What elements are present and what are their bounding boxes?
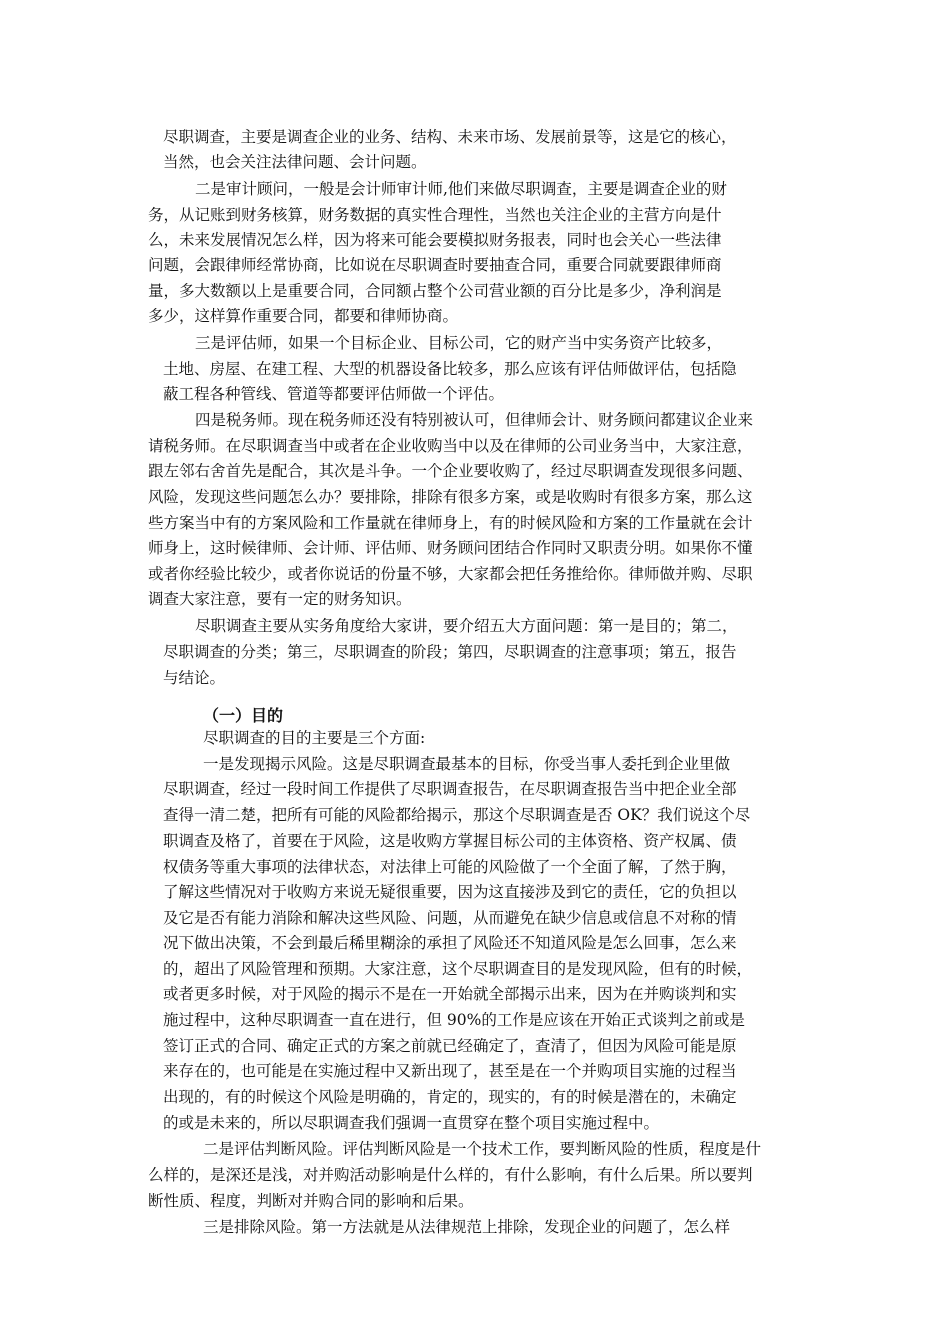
- text-line: 调查大家注意，要有一定的财务知识。: [148, 590, 412, 608]
- text-line: 风险，发现这些问题怎么办？要排除，排除有很多方案，或是收购时有很多方案，那么这: [148, 488, 753, 506]
- text-line: 尽职调查的目的主要是三个方面:: [203, 729, 426, 747]
- text-line: 二是评估判断风险。评估判断风险是一个技术工作，要判断风险的性质，程度是什: [203, 1140, 762, 1158]
- text-line: 当然，也会关注法律问题、会计问题。: [163, 153, 427, 171]
- text-line: 尽职调查，主要是调查企业的业务、结构、未来市场、发展前景等，这是它的核心，: [163, 128, 737, 146]
- text-line: 多少，这样算作重要合同，都要和律师协商。: [148, 307, 459, 325]
- text-line: 务，从记账到财务核算，财务数据的真实性合理性，当然也关注企业的主营方向是什: [148, 206, 722, 224]
- text-line: 及它是否有能力消除和解决这些风险、问题，从而避免在缺少信息或信息不对称的情: [163, 909, 737, 927]
- text-line: 权债务等重大事项的法律状态，对法律上可能的风险做了一个全面了解，了然于胸，: [163, 858, 737, 876]
- text-line: 职调查及格了，首要在于风险，这是收购方掌握目标公司的主体资格、资产权属、债: [163, 832, 737, 850]
- text-line: 了解这些情况对于收购方来说无疑很重要，因为这直接涉及到它的责任，它的负担以: [163, 883, 737, 901]
- text-line: 些方案当中有的方案风险和工作量就在律师身上，有的时候风险和方案的工作量就在会计: [148, 514, 753, 532]
- text-line: 一是发现揭示风险。这是尽职调查最基本的目标，你受当事人委托到企业里做: [203, 755, 731, 773]
- text-line: 来存在的，也可能是在实施过程中又新出现了，甚至是在一个并购项目实施的过程当: [163, 1062, 737, 1080]
- text-line: 出现的，有的时候这个风险是明确的，肯定的，现实的，有的时候是潜在的，未确定: [163, 1088, 737, 1106]
- text-line: 师身上，这时候律师、会计师、评估师、财务顾问团结合作同时又职责分明。如果你不懂: [148, 539, 753, 557]
- text-line: 尽职调查，经过一段时间工作提供了尽职调查报告，在尽职调查报告当中把企业全部: [163, 780, 737, 798]
- text-line: 四是税务师。现在税务师还没有特别被认可，但律师会计、财务顾问都建议企业来: [195, 411, 754, 429]
- text-line: 签订正式的合同、确定正式的方案之前就已经确定了，查清了，但因为风险可能是原: [163, 1037, 737, 1055]
- text-line: 三是排除风险。第一方法就是从法律规范上排除，发现企业的问题了，怎么样: [203, 1218, 731, 1236]
- text-line: 请税务师。在尽职调查当中或者在企业收购当中以及在律师的公司业务当中，大家注意，: [148, 437, 753, 455]
- text-line: 或者更多时候，对于风险的揭示不是在一开始就全部揭示出来，因为在并购谈判和实: [163, 985, 737, 1003]
- text-line: 况下做出决策，不会到最后稀里糊涂的承担了风险还不知道风险是怎么回事，怎么来: [163, 934, 737, 952]
- text-line: 施过程中，这种尽职调查一直在进行，但 90%的工作是应该在开始正式谈判之前或是: [163, 1011, 745, 1029]
- text-line: 尽职调查主要从实务角度给大家讲，要介绍五大方面问题：第一是目的；第二，: [195, 617, 738, 635]
- text-line: 么，未来发展情况怎么样，因为将来可能会要模拟财务报表，同时也会关心一些法律: [148, 231, 722, 249]
- text-line: 蔽工程各种管线、管道等都要评估师做一个评估。: [163, 385, 505, 403]
- text-line: 土地、房屋、在建工程、大型的机器设备比较多，那么应该有评估师做评估，包括隐: [163, 360, 737, 378]
- text-line: 或者你经验比较少，或者你说话的份量不够，大家都会把任务推给你。律师做并购、尽职: [148, 565, 753, 583]
- text-line: 尽职调查的分类；第三，尽职调查的阶段；第四，尽职调查的注意事项；第五，报告: [163, 643, 737, 661]
- text-line: 二是审计顾问，一般是会计师审计师,他们来做尽职调查，主要是调查企业的财: [195, 180, 727, 198]
- text-line: 的或是未来的，所以尽职调查我们强调一直贯穿在整个项目实施过程中。: [163, 1114, 660, 1132]
- text-line: 查得一清二楚，把所有可能的风险都给揭示，那这个尽职调查是否 OK？我们说这个尽: [163, 806, 751, 824]
- text-line: 跟左邻右舍首先是配合，其次是斗争。一个企业要收购了，经过尽职调查发现很多问题、: [148, 462, 753, 480]
- text-line: 断性质、程度，判断对并购合同的影响和后果。: [148, 1192, 474, 1210]
- text-line: 量，多大数额以上是重要合同，合同额占整个公司营业额的百分比是多少，净利润是: [148, 282, 722, 300]
- text-line: 与结论。: [163, 669, 226, 687]
- text-line: 的，超出了风险管理和预期。大家注意，这个尽职调查目的是发现风险，但有的时候，: [163, 960, 753, 978]
- text-line: 么样的，是深还是浅，对并购活动影响是什么样的，有什么影响，有什么后果。所以要判: [148, 1166, 753, 1184]
- text-line: 三是评估师，如果一个目标企业、目标公司，它的财产当中实务资产比较多，: [195, 334, 723, 352]
- text-line: 问题，会跟律师经常协商，比如说在尽职调查时要抽查合同，重要合同就要跟律师商: [148, 256, 722, 274]
- section-heading: （一）目的: [203, 706, 284, 725]
